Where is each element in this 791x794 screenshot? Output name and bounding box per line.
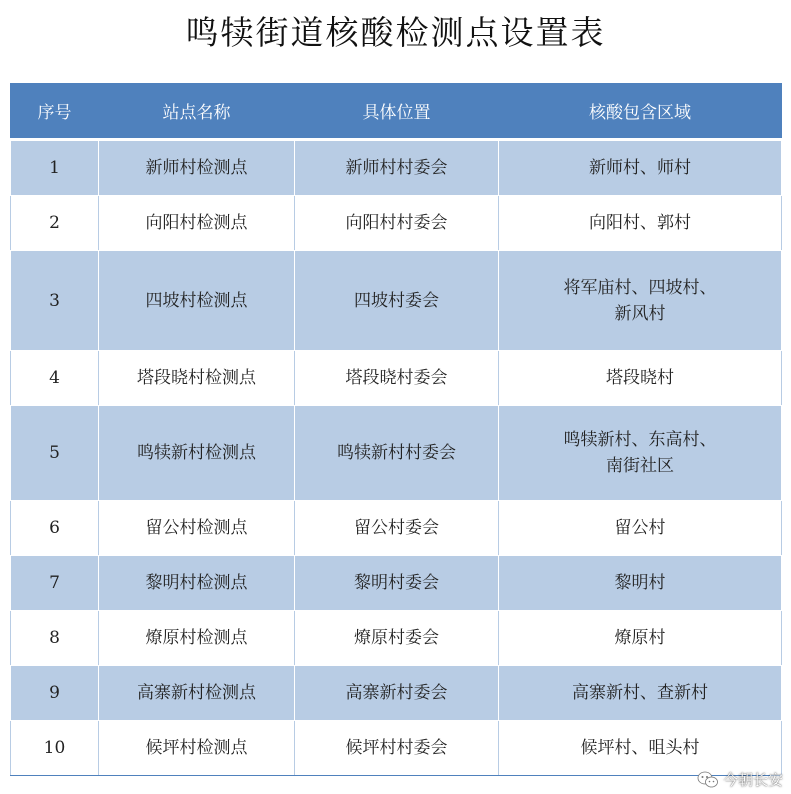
cell-location: 燎原村委会 [295,611,499,666]
table-row [11,501,782,556]
cell-site-name: 燎原村检测点 [99,611,295,666]
cell-area [499,611,782,666]
table-header-row [11,83,782,140]
cell-area [499,251,782,351]
cell-site-name: 向阳村检测点 [99,196,295,251]
cell-serial: 5 [11,406,99,501]
cell-location: 高寨新村委会 [295,666,499,721]
cell-location: 黎明村委会 [295,556,499,611]
area-line: 鸣犊新村、东高村、 [563,430,717,450]
area-line: 新风村 [614,303,666,324]
cell-site-name: 新师村检测点 [99,140,295,196]
cell-location: 留公村委会 [295,501,499,556]
cell-site-name: 高寨新村检测点 [99,666,295,721]
testing-sites-table [10,83,782,776]
cell-site-name: 鸣犊新村检测点 [99,406,295,501]
area-line: 塔段晓村 [606,368,674,388]
area-line: 留公村 [614,518,666,538]
page-title: 鸣犊街道核酸检测点设置表 [185,13,606,52]
area-line: 黎明村 [614,573,666,593]
area-line: 候坪村、咀头村 [580,738,700,758]
table-row [11,406,782,501]
table-row [11,251,782,351]
cell-area [499,140,782,196]
cell-area [499,196,782,251]
cell-location: 四坡村委会 [295,251,499,351]
cell-area [499,351,782,406]
cell-location: 新师村村委会 [295,140,499,196]
cell-location: 鸣犊新村村委会 [295,406,499,501]
cell-area [499,666,782,721]
table-row [11,721,782,776]
table-row [11,196,782,251]
watermark [697,769,783,790]
table-row [11,666,782,721]
cell-site-name: 留公村检测点 [99,501,295,556]
cell-serial: 9 [11,666,99,721]
area-line: 向阳村、郭村 [589,213,691,233]
cell-location: 候坪村村委会 [295,721,499,776]
cell-site-name: 塔段晓村检测点 [99,351,295,406]
table-row [11,140,782,196]
cell-location: 向阳村村委会 [295,196,499,251]
header-serial: 序号 [11,83,99,140]
watermark-text: 今朝长安 [722,771,783,789]
table-row [11,611,782,666]
area-line: 燎原村 [614,628,666,648]
area-line: 将军庙村、四坡村、 [563,277,717,298]
cell-serial: 7 [11,556,99,611]
wechat-icon [697,770,719,790]
area-line: 高寨新村、查新村 [572,683,708,703]
cell-site-name: 候坪村检测点 [99,721,295,776]
cell-site-name: 四坡村检测点 [99,251,295,351]
cell-serial: 8 [11,611,99,666]
cell-location: 塔段晓村委会 [295,351,499,406]
cell-area [499,721,782,776]
cell-serial: 1 [11,140,99,196]
area-line: 南街社区 [606,456,674,476]
table-row [11,556,782,611]
area-line: 新师村、师村 [589,158,691,178]
cell-area [499,406,782,501]
cell-area [499,501,782,556]
cell-serial: 2 [11,196,99,251]
header-area: 核酸包含区域 [499,83,782,140]
table-row [11,351,782,406]
header-site-name: 站点名称 [99,83,295,140]
cell-serial: 3 [11,251,99,351]
cell-area [499,556,782,611]
cell-site-name: 黎明村检测点 [99,556,295,611]
cell-serial: 10 [11,721,99,776]
cell-serial: 4 [11,351,99,406]
header-location: 具体位置 [295,83,499,140]
cell-serial: 6 [11,501,99,556]
